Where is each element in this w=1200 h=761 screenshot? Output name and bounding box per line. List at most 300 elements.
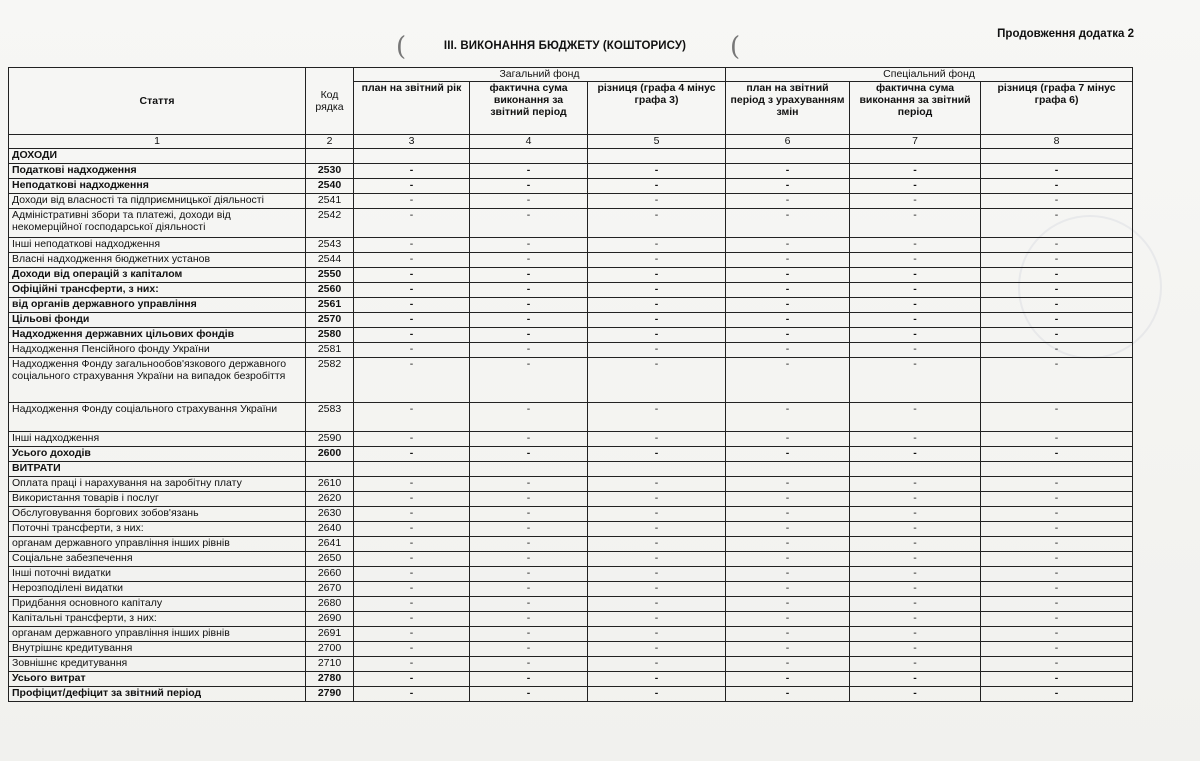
section-title: ВИТРАТИ: [9, 462, 306, 477]
row-value: -: [850, 298, 981, 313]
row-value: -: [588, 672, 726, 687]
row-value: -: [354, 687, 470, 702]
row-value: -: [726, 432, 850, 447]
row-value: -: [354, 194, 470, 209]
row-code: 2570: [306, 313, 354, 328]
row-value: -: [981, 283, 1133, 298]
row-value: -: [850, 358, 981, 403]
header-spec-diff: різниця (графа 7 мінус графа 6): [981, 82, 1133, 135]
table-row: [9, 477, 1133, 492]
table-row: [9, 447, 1133, 462]
column-number: 4: [470, 135, 588, 149]
row-value: -: [354, 328, 470, 343]
row-label: Доходи від операцій з капіталом: [9, 268, 306, 283]
row-value: -: [588, 358, 726, 403]
row-value: -: [354, 164, 470, 179]
row-value: -: [588, 268, 726, 283]
row-value: -: [354, 179, 470, 194]
row-label: Усього витрат: [9, 672, 306, 687]
section-title: ДОХОДИ: [9, 149, 306, 164]
row-value: -: [354, 477, 470, 492]
row-code: 2660: [306, 567, 354, 582]
row-value: -: [981, 492, 1133, 507]
row-value: -: [588, 432, 726, 447]
row-value: -: [726, 447, 850, 462]
row-value: -: [470, 253, 588, 268]
row-value: -: [354, 552, 470, 567]
bracket-mark-left: (: [396, 32, 407, 62]
row-value: -: [981, 567, 1133, 582]
header-spec-actual: фактична сума виконання за звітний період: [850, 82, 981, 135]
row-value: -: [850, 492, 981, 507]
row-value: -: [470, 597, 588, 612]
row-label: Профіцит/дефіцит за звітний період: [9, 687, 306, 702]
row-value: -: [354, 298, 470, 313]
row-value: -: [354, 283, 470, 298]
table-row: [9, 179, 1133, 194]
table-row: [9, 358, 1133, 403]
row-value: -: [354, 343, 470, 358]
table-row: [9, 567, 1133, 582]
row-value: -: [850, 597, 981, 612]
row-value: -: [981, 164, 1133, 179]
row-value: -: [354, 612, 470, 627]
row-value: -: [850, 209, 981, 238]
row-value: -: [726, 268, 850, 283]
row-value: -: [726, 164, 850, 179]
row-value: -: [588, 447, 726, 462]
row-value: -: [981, 552, 1133, 567]
row-label: Цільові фонди: [9, 313, 306, 328]
row-value: -: [470, 194, 588, 209]
row-value: -: [470, 432, 588, 447]
row-label: Зовнішнє кредитування: [9, 657, 306, 672]
row-value: -: [470, 313, 588, 328]
row-value: -: [470, 358, 588, 403]
row-value: -: [981, 642, 1133, 657]
row-value: -: [726, 552, 850, 567]
row-value: -: [981, 343, 1133, 358]
row-value: -: [588, 253, 726, 268]
row-value: -: [850, 403, 981, 432]
row-value: -: [470, 268, 588, 283]
row-value: -: [981, 657, 1133, 672]
row-value: -: [588, 298, 726, 313]
row-value: -: [354, 672, 470, 687]
row-value: -: [588, 687, 726, 702]
row-value: -: [981, 403, 1133, 432]
row-code: 2560: [306, 283, 354, 298]
row-value: -: [981, 194, 1133, 209]
row-code: 2640: [306, 522, 354, 537]
row-label: органам державного управління інших рівнів: [9, 627, 306, 642]
header-code: Код рядка: [306, 68, 354, 135]
row-value: -: [850, 507, 981, 522]
row-value: -: [981, 507, 1133, 522]
row-code: 2550: [306, 268, 354, 283]
column-number: 1: [9, 135, 306, 149]
header-gen-actual: фактична сума виконання за звітний період: [470, 82, 588, 135]
row-label: Надходження Фонду соціального страхування України: [9, 403, 306, 432]
row-label: Придбання основного капіталу: [9, 597, 306, 612]
row-value: -: [850, 283, 981, 298]
table-row: [9, 522, 1133, 537]
table-row: [9, 403, 1133, 432]
row-value: -: [850, 522, 981, 537]
table-row: [9, 328, 1133, 343]
row-value: -: [588, 597, 726, 612]
table-row: [9, 194, 1133, 209]
row-code: 2680: [306, 597, 354, 612]
table-row: [9, 552, 1133, 567]
column-number: 6: [726, 135, 850, 149]
row-value: -: [850, 432, 981, 447]
row-label: Усього доходів: [9, 447, 306, 462]
row-value: -: [726, 537, 850, 552]
row-value: -: [726, 343, 850, 358]
row-value: -: [726, 492, 850, 507]
table-row: [9, 642, 1133, 657]
table-row: [9, 298, 1133, 313]
row-value: -: [981, 612, 1133, 627]
row-value: -: [354, 597, 470, 612]
row-value: -: [470, 238, 588, 253]
row-code: 2610: [306, 477, 354, 492]
row-value: -: [588, 194, 726, 209]
row-code: 2543: [306, 238, 354, 253]
row-value: -: [850, 238, 981, 253]
row-code: 2530: [306, 164, 354, 179]
row-value: -: [726, 507, 850, 522]
row-value: -: [726, 194, 850, 209]
row-value: -: [470, 552, 588, 567]
header-gen-diff: різниця (графа 4 мінус графа 3): [588, 82, 726, 135]
row-value: -: [588, 612, 726, 627]
row-label: Надходження Фонду загальнообов'язкового державного соціального страхування України на випадок безробіття: [9, 358, 306, 403]
row-value: -: [850, 582, 981, 597]
row-value: -: [354, 507, 470, 522]
row-value: -: [726, 298, 850, 313]
row-code: 2582: [306, 358, 354, 403]
row-value: -: [470, 657, 588, 672]
row-value: -: [354, 582, 470, 597]
row-value: -: [981, 447, 1133, 462]
row-code: 2630: [306, 507, 354, 522]
row-label: Надходження державних цільових фондів: [9, 328, 306, 343]
row-value: -: [588, 403, 726, 432]
header-article: Стаття: [9, 68, 306, 135]
table-row: [9, 597, 1133, 612]
row-label: Інші неподаткові надходження: [9, 238, 306, 253]
row-label: Доходи від власності та підприємницької діяльності: [9, 194, 306, 209]
row-value: -: [588, 164, 726, 179]
row-value: -: [588, 582, 726, 597]
row-code: 2650: [306, 552, 354, 567]
row-code: 2542: [306, 209, 354, 238]
row-code: 2581: [306, 343, 354, 358]
row-value: -: [470, 447, 588, 462]
row-code: 2590: [306, 432, 354, 447]
row-value: -: [470, 209, 588, 238]
row-value: -: [850, 164, 981, 179]
table-row: [9, 313, 1133, 328]
section-row-expenses: [9, 462, 1133, 477]
page-title: ІІІ. ВИКОНАННЯ БЮДЖЕТУ (КОШТОРИСУ): [443, 40, 687, 52]
row-value: -: [726, 642, 850, 657]
row-value: -: [726, 403, 850, 432]
table-row: [9, 687, 1133, 702]
header-spec-plan: план на звітний період з урахуванням змін: [726, 82, 850, 135]
row-value: -: [850, 343, 981, 358]
table-row: [9, 672, 1133, 687]
row-value: -: [981, 687, 1133, 702]
row-value: -: [981, 582, 1133, 597]
row-value: -: [726, 657, 850, 672]
row-value: -: [470, 687, 588, 702]
row-value: -: [981, 298, 1133, 313]
row-value: -: [981, 179, 1133, 194]
row-value: -: [588, 657, 726, 672]
row-code: 2544: [306, 253, 354, 268]
row-value: -: [850, 567, 981, 582]
table-row: [9, 432, 1133, 447]
row-label: Надходження Пенсійного фонду України: [9, 343, 306, 358]
row-code: 2600: [306, 447, 354, 462]
row-value: -: [354, 492, 470, 507]
row-value: -: [726, 672, 850, 687]
row-value: -: [726, 627, 850, 642]
row-code: 2691: [306, 627, 354, 642]
table-row: [9, 268, 1133, 283]
row-value: -: [726, 313, 850, 328]
row-value: -: [588, 492, 726, 507]
table-row: [9, 507, 1133, 522]
row-value: -: [588, 567, 726, 582]
table-row: [9, 537, 1133, 552]
row-value: -: [726, 687, 850, 702]
row-value: -: [726, 253, 850, 268]
row-value: -: [470, 567, 588, 582]
row-value: -: [850, 672, 981, 687]
row-label: Власні надходження бюджетних установ: [9, 253, 306, 268]
budget-table-body: [9, 149, 1133, 702]
row-label: Використання товарів і послуг: [9, 492, 306, 507]
column-number: 5: [588, 135, 726, 149]
row-value: -: [981, 432, 1133, 447]
table-row: [9, 627, 1133, 642]
row-value: -: [981, 358, 1133, 403]
row-value: -: [354, 567, 470, 582]
row-value: -: [470, 582, 588, 597]
row-value: -: [726, 283, 850, 298]
table-row: [9, 209, 1133, 238]
row-value: -: [470, 283, 588, 298]
row-value: -: [850, 194, 981, 209]
row-value: -: [470, 627, 588, 642]
table-row: [9, 612, 1133, 627]
header-general-fund: Загальний фонд: [354, 68, 726, 82]
row-value: -: [850, 537, 981, 552]
row-value: -: [726, 597, 850, 612]
column-number: 8: [981, 135, 1133, 149]
row-label: органам державного управління інших рівнів: [9, 537, 306, 552]
row-code: 2620: [306, 492, 354, 507]
bracket-mark-right: (: [730, 32, 741, 62]
row-value: -: [726, 328, 850, 343]
row-value: -: [726, 358, 850, 403]
row-value: -: [354, 268, 470, 283]
row-value: -: [354, 238, 470, 253]
row-value: -: [981, 477, 1133, 492]
row-value: -: [981, 328, 1133, 343]
row-value: -: [588, 283, 726, 298]
row-value: -: [588, 552, 726, 567]
row-value: -: [981, 627, 1133, 642]
column-number: 3: [354, 135, 470, 149]
continuation-note: Продовження додатка 2: [997, 28, 1134, 40]
row-label: Неподаткові надходження: [9, 179, 306, 194]
row-value: -: [850, 328, 981, 343]
row-value: -: [470, 477, 588, 492]
row-value: -: [470, 612, 588, 627]
row-value: -: [588, 179, 726, 194]
row-value: -: [354, 253, 470, 268]
row-value: -: [354, 447, 470, 462]
row-label: Податкові надходження: [9, 164, 306, 179]
row-value: -: [588, 642, 726, 657]
row-value: -: [588, 328, 726, 343]
header-gen-plan: план на звітний рік: [354, 82, 470, 135]
row-value: -: [726, 522, 850, 537]
row-value: -: [588, 343, 726, 358]
row-value: -: [354, 522, 470, 537]
row-code: 2700: [306, 642, 354, 657]
row-value: -: [981, 313, 1133, 328]
row-value: -: [588, 209, 726, 238]
row-value: -: [850, 253, 981, 268]
row-value: -: [726, 179, 850, 194]
row-label: Інші поточні видатки: [9, 567, 306, 582]
row-label: Капітальні трансферти, з них:: [9, 612, 306, 627]
row-value: -: [470, 672, 588, 687]
column-number: 2: [306, 135, 354, 149]
row-code: 2541: [306, 194, 354, 209]
row-label: Обслуговування боргових зобов'язань: [9, 507, 306, 522]
row-label: Внутрішнє кредитування: [9, 642, 306, 657]
row-value: -: [726, 612, 850, 627]
budget-table: [8, 67, 1133, 702]
table-row: [9, 582, 1133, 597]
table-row: [9, 343, 1133, 358]
row-value: -: [726, 209, 850, 238]
row-value: -: [850, 612, 981, 627]
table-row: [9, 238, 1133, 253]
row-code: 2540: [306, 179, 354, 194]
row-value: -: [470, 537, 588, 552]
row-value: -: [354, 358, 470, 403]
row-value: -: [850, 179, 981, 194]
row-code: 2583: [306, 403, 354, 432]
column-number: 7: [850, 135, 981, 149]
row-value: -: [981, 537, 1133, 552]
row-value: -: [726, 567, 850, 582]
section-row-income: [9, 149, 1133, 164]
row-label: Нерозподілені видатки: [9, 582, 306, 597]
row-value: -: [588, 507, 726, 522]
table-row: [9, 657, 1133, 672]
row-value: -: [354, 537, 470, 552]
row-code: 2780: [306, 672, 354, 687]
row-code: 2790: [306, 687, 354, 702]
row-code: 2580: [306, 328, 354, 343]
table-row: [9, 164, 1133, 179]
row-value: -: [354, 432, 470, 447]
row-code: 2710: [306, 657, 354, 672]
row-value: -: [470, 507, 588, 522]
row-label: від органів державного управління: [9, 298, 306, 313]
row-label: Адміністративні збори та платежі, доходи від некомерційної господарської діяльності: [9, 209, 306, 238]
row-value: -: [981, 209, 1133, 238]
row-value: -: [470, 403, 588, 432]
row-value: -: [470, 164, 588, 179]
row-value: -: [726, 238, 850, 253]
row-value: -: [850, 687, 981, 702]
row-value: -: [588, 627, 726, 642]
row-value: -: [726, 582, 850, 597]
row-value: -: [470, 328, 588, 343]
row-value: -: [850, 477, 981, 492]
row-value: -: [850, 657, 981, 672]
row-value: -: [850, 268, 981, 283]
row-value: -: [354, 642, 470, 657]
row-value: -: [354, 403, 470, 432]
row-code: 2641: [306, 537, 354, 552]
table-row: [9, 253, 1133, 268]
row-label: Оплата праці і нарахування на заробітну плату: [9, 477, 306, 492]
row-value: -: [354, 627, 470, 642]
row-value: -: [981, 672, 1133, 687]
row-value: -: [354, 209, 470, 238]
row-value: -: [588, 477, 726, 492]
row-value: -: [354, 657, 470, 672]
row-value: -: [588, 522, 726, 537]
row-label: Поточні трансферти, з них:: [9, 522, 306, 537]
row-value: -: [850, 627, 981, 642]
row-value: -: [726, 477, 850, 492]
row-value: -: [354, 313, 470, 328]
row-value: -: [470, 179, 588, 194]
row-value: -: [470, 343, 588, 358]
row-code: 2670: [306, 582, 354, 597]
row-value: -: [470, 298, 588, 313]
row-value: -: [850, 447, 981, 462]
table-row: [9, 283, 1133, 298]
row-value: -: [588, 313, 726, 328]
row-code: 2561: [306, 298, 354, 313]
row-value: -: [850, 552, 981, 567]
row-label: Інші надходження: [9, 432, 306, 447]
row-value: -: [850, 313, 981, 328]
row-code: 2690: [306, 612, 354, 627]
row-value: -: [588, 238, 726, 253]
row-value: -: [981, 268, 1133, 283]
row-value: -: [470, 492, 588, 507]
table-row: [9, 492, 1133, 507]
row-value: -: [981, 522, 1133, 537]
row-value: -: [981, 597, 1133, 612]
row-value: -: [470, 642, 588, 657]
row-value: -: [981, 253, 1133, 268]
